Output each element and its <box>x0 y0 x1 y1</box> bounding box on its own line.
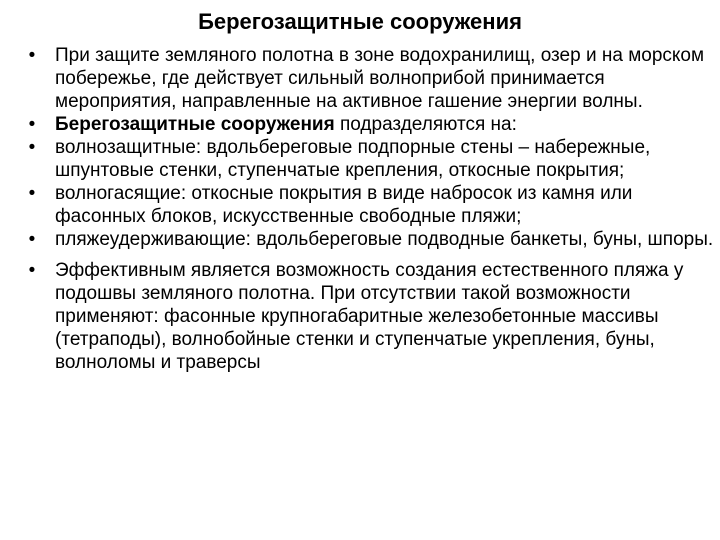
bullet-text: Эффективным является возможность создания естественного пляжа у подошвы земляного полотна. При отсутствии такой возможности применяют: фасонные крупногабаритные железобетонные массивы (тетраподы), волнобойные стенки и ступенчатые укрепления, буны, волноломы и траверсы <box>55 260 684 373</box>
bullet-item <box>24 44 714 113</box>
bullet-item <box>24 228 714 251</box>
bullet-item <box>24 259 714 374</box>
bullet-text: подразделяются на: <box>334 114 517 135</box>
bullet-text: пляжеудерживающие: вдольбереговые подводные банкеты, буны, шпоры. <box>55 229 714 250</box>
bullet-list <box>24 44 714 374</box>
bullet-icon: • <box>28 45 36 66</box>
bullet-icon: • <box>28 260 36 281</box>
bullet-icon: • <box>28 114 36 135</box>
bullet-icon: • <box>28 137 36 158</box>
bullet-item <box>24 113 714 136</box>
bullet-item <box>24 182 714 228</box>
bullet-icon: • <box>28 229 36 250</box>
bullet-text: волнозащитные: вдольбереговые подпорные стены – набережные, шпунтовые стенки, ступенчатые крепления, откосные покрытия; <box>55 137 651 181</box>
slide-title: Берегозащитные сооружения <box>198 9 522 34</box>
bullet-text: волногасящие: откосные покрытия в виде набросок из камня или фасонных блоков, искусственные свободные пляжи; <box>55 183 633 227</box>
bullet-text: При защите земляного полотна в зоне водохранилищ, озер и на морском побережье, где действует сильный волноприбой принимается мероприятия, направленные на активное гашение энергии волны. <box>55 45 705 112</box>
bullet-bold-text: Берегозащитные сооружения <box>55 114 335 135</box>
bullet-icon: • <box>28 183 36 204</box>
bullet-item <box>24 136 714 182</box>
